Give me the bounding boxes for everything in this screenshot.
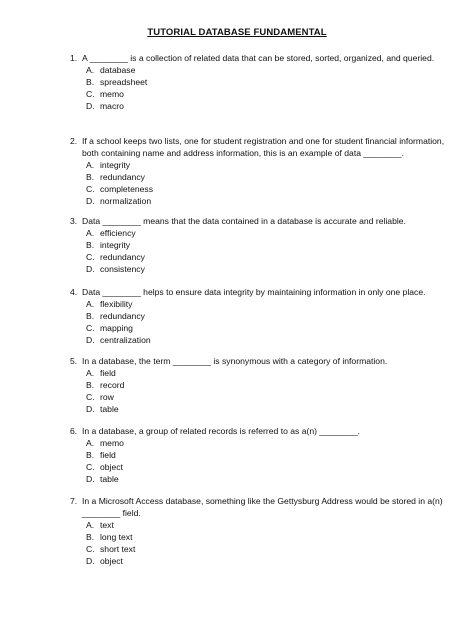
question-number: 4.	[70, 287, 78, 297]
option-text: memo	[100, 438, 124, 448]
answer-option	[86, 195, 450, 207]
option-text: field	[100, 450, 116, 460]
question-text: Data ________ helps to ensure data integrity by maintaining information in only one place.	[82, 287, 426, 297]
answer-option	[86, 461, 450, 473]
option-text: redundancy	[100, 311, 145, 321]
option-text: consistency	[100, 264, 145, 274]
answer-options	[70, 298, 450, 346]
answer-option	[86, 227, 450, 239]
option-letter: B.	[86, 450, 95, 460]
option-letter: D.	[86, 474, 95, 484]
answer-options	[70, 519, 450, 567]
answer-option	[86, 322, 450, 334]
question-number: 6.	[70, 426, 78, 436]
option-letter: A.	[86, 299, 95, 309]
option-letter: C.	[86, 323, 95, 333]
answer-option	[86, 531, 450, 543]
option-letter: C.	[86, 392, 95, 402]
question-number: 1.	[70, 53, 78, 63]
option-letter: A.	[86, 228, 95, 238]
option-text: mapping	[100, 323, 133, 333]
option-letter: D.	[86, 196, 95, 206]
option-text: short text	[100, 544, 136, 554]
option-letter: B.	[86, 311, 95, 321]
option-text: normalization	[100, 196, 152, 206]
option-text: spreadsheet	[100, 77, 148, 87]
answer-option	[86, 437, 450, 449]
option-letter: B.	[86, 532, 95, 542]
question-text: In a database, a group of related records is referred to as a(n) ________.	[82, 426, 361, 436]
answer-option	[86, 159, 450, 171]
option-letter: A.	[86, 65, 95, 75]
answer-option	[86, 555, 450, 567]
answer-option	[86, 367, 450, 379]
option-letter: D.	[86, 101, 95, 111]
answer-option	[86, 183, 450, 195]
option-text: integrity	[100, 160, 131, 170]
answer-option	[86, 391, 450, 403]
answer-option	[86, 403, 450, 415]
answer-options	[70, 64, 450, 112]
answer-option	[86, 379, 450, 391]
option-text: integrity	[100, 240, 131, 250]
option-text: centralization	[100, 335, 151, 345]
answer-option	[86, 310, 450, 322]
answer-option	[86, 239, 450, 251]
question-stem	[70, 52, 450, 64]
question-stem	[70, 425, 450, 437]
question-stem	[70, 355, 450, 367]
option-text: field	[100, 368, 116, 378]
document-title: TUTORIAL DATABASE FUNDAMENTAL	[147, 27, 327, 38]
option-text: table	[100, 474, 119, 484]
option-letter: D.	[86, 556, 95, 566]
option-text: database	[100, 65, 136, 75]
question-text: In a database, the term ________ is synonymous with a category of information.	[82, 356, 388, 366]
question-5	[70, 355, 450, 415]
option-text: flexibility	[100, 299, 133, 309]
answer-option	[86, 88, 450, 100]
answer-options	[70, 367, 450, 415]
answer-option	[86, 263, 450, 275]
option-text: long text	[100, 532, 133, 542]
option-text: table	[100, 404, 119, 414]
option-letter: A.	[86, 520, 95, 530]
question-stem	[70, 286, 450, 298]
option-letter: D.	[86, 404, 95, 414]
option-text: object	[100, 556, 123, 566]
question-stem	[70, 495, 450, 519]
option-letter: B.	[86, 77, 95, 87]
question-7	[70, 495, 450, 567]
question-text: Data ________ means that the data contained in a database is accurate and reliable.	[82, 216, 406, 226]
answer-option	[86, 298, 450, 310]
answer-options	[70, 159, 450, 207]
question-number: 2.	[70, 136, 78, 146]
answer-option	[86, 543, 450, 555]
option-text: object	[100, 462, 123, 472]
question-1	[70, 52, 450, 112]
option-letter: A.	[86, 160, 95, 170]
option-letter: C.	[86, 544, 95, 554]
question-text: If a school keeps two lists, one for student registration and one for student financial information, both containing name and address information, this is an example of data ________.	[82, 136, 447, 158]
option-letter: C.	[86, 462, 95, 472]
question-number: 3.	[70, 216, 78, 226]
option-letter: C.	[86, 184, 95, 194]
option-letter: D.	[86, 335, 95, 345]
question-text: In a Microsoft Access database, something like the Gettysburg Address would be stored in a(n) ________ field.	[82, 496, 446, 518]
option-letter: C.	[86, 89, 95, 99]
option-text: redundancy	[100, 172, 145, 182]
option-text: text	[100, 520, 114, 530]
question-number: 5.	[70, 356, 78, 366]
option-letter: A.	[86, 438, 95, 448]
option-text: memo	[100, 89, 124, 99]
answer-option	[86, 334, 450, 346]
question-2	[70, 135, 450, 207]
question-6	[70, 425, 450, 485]
option-letter: B.	[86, 380, 95, 390]
option-letter: D.	[86, 264, 95, 274]
question-stem	[70, 135, 450, 159]
option-text: record	[100, 380, 125, 390]
answer-option	[86, 473, 450, 485]
answer-option	[86, 76, 450, 88]
option-text: row	[100, 392, 114, 402]
answer-option	[86, 519, 450, 531]
option-letter: C.	[86, 252, 95, 262]
question-text: A ________ is a collection of related data that can be stored, sorted, organized, and queried.	[82, 53, 435, 63]
question-stem	[70, 215, 450, 227]
question-4	[70, 286, 450, 346]
question-3	[70, 215, 450, 275]
option-text: redundancy	[100, 252, 145, 262]
answer-options	[70, 437, 450, 485]
option-letter: A.	[86, 368, 95, 378]
question-number: 7.	[70, 496, 78, 506]
answer-option	[86, 171, 450, 183]
option-text: efficiency	[100, 228, 136, 238]
option-text: completeness	[100, 184, 154, 194]
option-text: macro	[100, 101, 124, 111]
answer-option	[86, 64, 450, 76]
answer-option	[86, 449, 450, 461]
answer-option	[86, 251, 450, 263]
option-letter: B.	[86, 172, 95, 182]
answer-option	[86, 100, 450, 112]
answer-options	[70, 227, 450, 275]
option-letter: B.	[86, 240, 95, 250]
